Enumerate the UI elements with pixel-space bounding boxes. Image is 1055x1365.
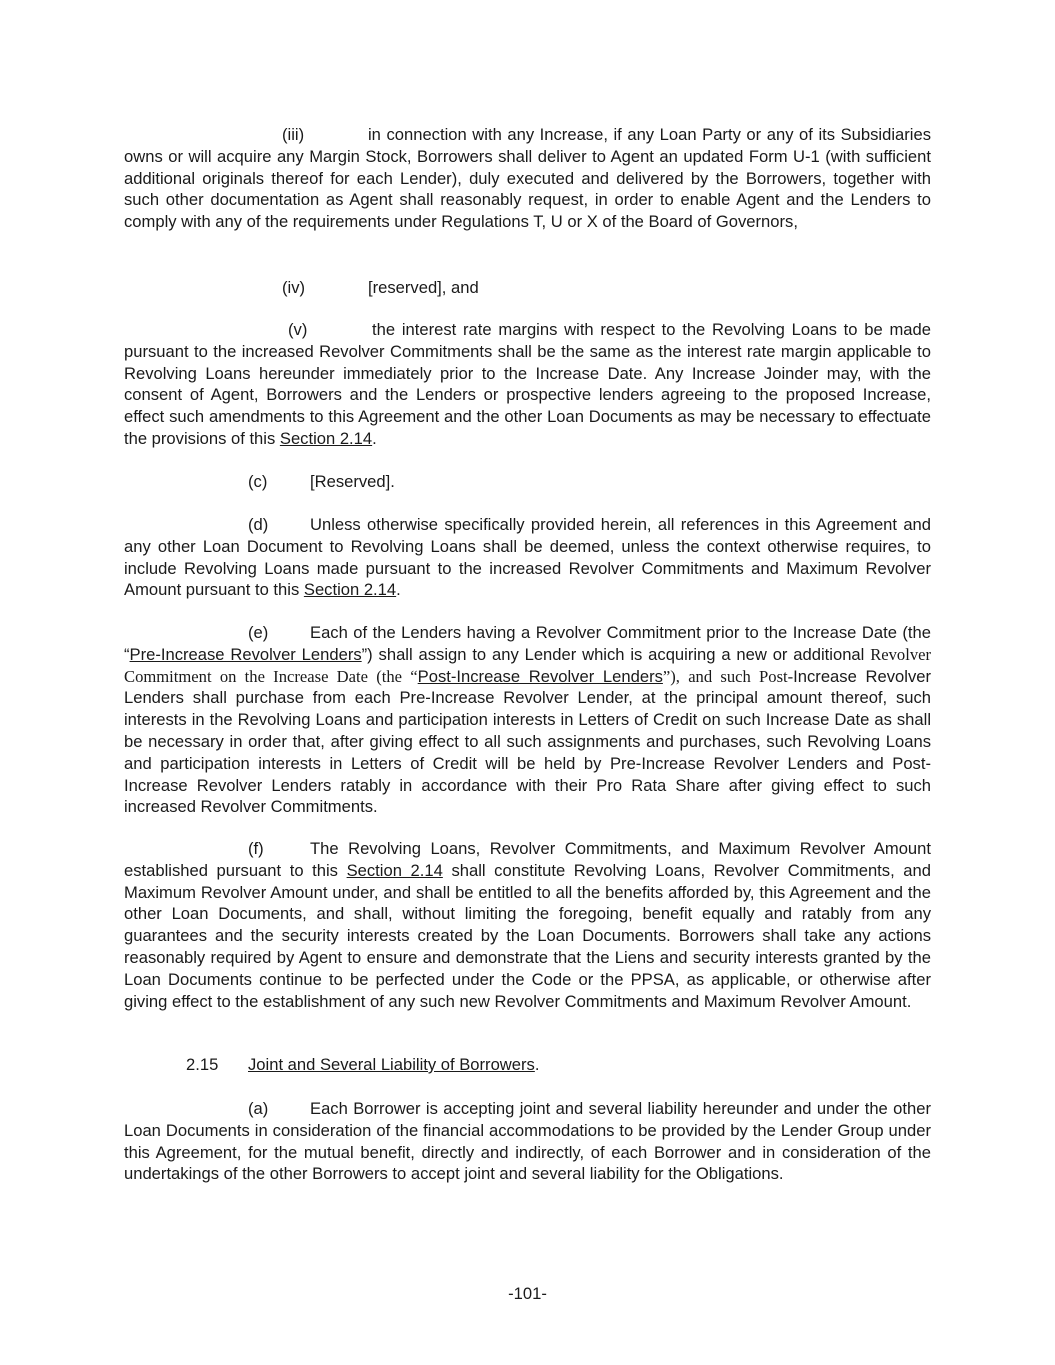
paragraph-v: (v) the interest rate margins with respect to the Revolving Loans to be made pursuant to the increased Revolver Commitments shall be the same as the interest rate margin applicable to Revolving Loans hereunder immediately prior to the Increase Date. Any Increase Joinder may, with the consent of Agent, Borrowers and the Lenders or prospective lenders agreeing to the proposed Increase, effect such amendments to this Agreement and the other Loan Documents as may be necessary to effectuate the provisions of this Section 2.14. <box>124 320 931 448</box>
section-heading: 2.15 Joint and Several Liability of Borrowers. <box>186 1055 540 1074</box>
paragraph-label: (iii) <box>282 125 305 144</box>
defined-term: Post-Increase Revolver Lenders <box>417 666 663 686</box>
paragraph-text: [Reserved]. <box>310 472 395 491</box>
paragraph-e: (e) Each of the Lenders having a Revolver Commitment prior to the Increase Date (the “Pre-Increase Revolver Lenders”) shall assign to any Lender which is acquiring a new or additional Revolver Commitment on the Increase Date (the “Post-Increase Revolver Lenders”), and such Post-Increase Revolver Lenders shall purchase from each Pre-Increase Revolver Lender, at the principal amount thereof, such interests in the Revolving Loans and participation interests in Letters of Credit on such Increase Date as shall be necessary in order that, after giving effect to all such assignments and purchases, such Revolving Loans and participation interests in Letters of Credit will be held by Pre-Increase Revolver Lenders and Post-Increase Revolver Lenders ratably in accordance with their Pro Rata Share after giving effect to such increased Revolver Commitments. <box>124 623 932 817</box>
paragraph-label: (f) <box>248 839 264 858</box>
page-number: -101- <box>508 1284 547 1303</box>
paragraph-d: (d) Unless otherwise specifically provided herein, all references in this Agreement and any other Loan Document to Revolving Loans shall be deemed, unless the context otherwise requires, to include Revolving Loans made pursuant to the increased Revolver Commitments and Maximum Revolver Amount pursuant to this Section 2.14. <box>124 515 931 600</box>
paragraph-f: (f) The Revolving Loans, Revolver Commitments, and Maximum Revolver Amount established pursuant to this Section 2.14 shall constitute Revolving Loans, Revolver Commitments, and Maximum Revolver Amount under, and shall be entitled to all the benefits afforded by, this Agreement and the other Loan Documents, and shall, without limiting the foregoing, benefit equally and ratably from any guarantees and the security interests created by the Loan Documents. Borrowers shall take any actions reasonably required by Agent to ensure and demonstrate that the Liens and security interests granted by the Loan Documents continue to be perfected under the Code or the PPSA, as applicable, or otherwise after giving effect to the establishment of any such new Revolver Commitments and Maximum Revolver Amount. <box>124 839 931 1011</box>
paragraph-c <box>124 471 931 493</box>
paragraph-iii <box>124 124 931 233</box>
paragraph-iv <box>124 277 931 299</box>
paragraph-a <box>124 1098 931 1185</box>
paragraph-label: (c) <box>248 472 268 491</box>
defined-term: Pre-Increase Revolver Lenders <box>129 644 362 664</box>
paragraph-text: in connection with any Increase, if any Loan Party or any of its Subsidiaries owns or will acquire any Margin Stock, Borrowers shall deliver to Agent an updated Form U-1 (with sufficient additional originals thereof for each Lender), duly executed and delivered by the Borrowers, together with such other documentation as Agent shall reasonably request, in order to enable Agent and the Lenders to comply with any of the requirements under Regulations T, U or X of the Board of Governors, <box>124 125 931 232</box>
paragraph-text: The Revolving Loans, Revolver Commitments, and Maximum Revolver Amount established pursuant to this <box>124 839 931 880</box>
paragraph-text: Each Borrower is accepting joint and several liability hereunder and under the other Loan Documents in consideration of the financial accommodations to be provided by the Lender Group under this Agreement, for the mutual benefit, directly and indirectly, of each Borrower and in consideration of the undertakings of the other Borrowers to accept joint and several liability for the Obligations. <box>124 1099 931 1184</box>
section-reference-link[interactable]: Section 2.14 <box>303 580 397 600</box>
paragraph-text: [reserved], and <box>368 278 479 297</box>
paragraph-label: (e) <box>248 623 269 642</box>
paragraph-label: (v) <box>288 320 308 339</box>
paragraph-label: (iv) <box>282 278 306 297</box>
section-number: 2.15 <box>186 1055 219 1074</box>
paragraph-text: Unless otherwise specifically provided herein, all references in this Agreement and any other Loan Document to Revolving Loans shall be deemed, unless the context otherwise requires, to include Revolving Loans made pursuant to the increased Revolver Commitments and Maximum Revolver Amount pursuant to this <box>124 515 931 600</box>
paragraph-label: (d) <box>248 515 269 534</box>
paragraph-label: (a) <box>248 1099 269 1118</box>
section-title: Joint and Several Liability of Borrowers <box>248 1055 535 1074</box>
section-reference-link[interactable]: Section 2.14 <box>279 428 373 448</box>
paragraph-text: the interest rate margins with respect to the Revolving Loans to be made pursuant to the increased Revolver Commitments shall be the same as the interest rate margin applicable to Revolving Loans hereunder immediately prior to the Increase Date. Any Increase Joinder may, with the consent of Agent, Borrowers and the Lenders or prospective lenders agreeing to the proposed Increase, effect such amendments to this Agreement and the other Loan Documents as may be necessary to effectuate the provisions of this <box>124 320 931 448</box>
section-reference-link[interactable]: Section 2.14 <box>346 860 443 880</box>
